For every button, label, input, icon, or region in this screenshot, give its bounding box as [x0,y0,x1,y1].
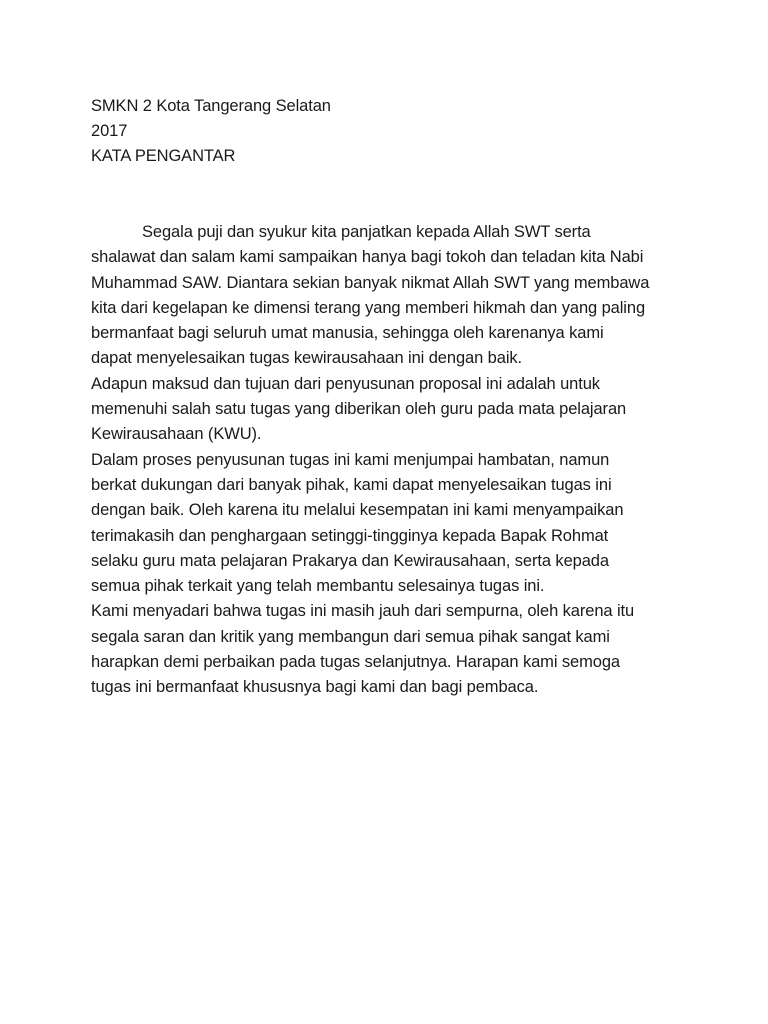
body-line: terimakasih dan penghargaan setinggi-tingginya kepada Bapak Rohmat [91,526,609,545]
body-line: tugas ini bermanfaat khususnya bagi kami dan bagi pembaca. [91,678,539,697]
document-header [91,94,331,169]
body-line: Dalam proses penyusunan tugas ini kami menjumpai hambatan, namun [91,450,610,469]
body-line: Kewirausahaan (KWU). [91,425,262,444]
body-line: memenuhi salah satu tugas yang diberikan oleh guru pada mata pelajaran [91,400,627,419]
body-line: harapkan demi perbaikan pada tugas selanjutnya. Harapan kami semoga [91,653,620,672]
body-line: Muhammad SAW. Diantara sekian banyak nikmat Allah SWT yang membawa [91,273,650,292]
document-title: KATA PENGANTAR [91,147,236,165]
body-line: segala saran dan kritik yang membangun dari semua pihak sangat kami [91,627,610,646]
school-name: SMKN 2 Kota Tangerang Selatan [91,97,331,115]
body-line: dengan baik. Oleh karena itu melalui kesempatan ini kami menyampaikan [91,501,624,520]
body-line: selaku guru mata pelajaran Prakarya dan Kewirausahaan, serta kepada [91,551,609,570]
document-year: 2017 [91,122,128,140]
body-line: Kami menyadari bahwa tugas ini masih jauh dari sempurna, oleh karena itu [91,602,635,621]
document-body [91,220,649,701]
body-line: dapat menyelesaikan tugas kewirausahaan ini dengan baik. [91,349,523,368]
body-line: shalawat dan salam kami sampaikan hanya bagi tokoh dan teladan kita Nabi [91,248,644,267]
body-line: bermanfaat bagi seluruh umat manusia, sehingga oleh karenanya kami [91,324,604,343]
body-line: Adapun maksud dan tujuan dari penyusunan proposal ini adalah untuk [91,374,600,393]
body-line: berkat dukungan dari banyak pihak, kami dapat menyelesaikan tugas ini [91,475,612,494]
body-line: semua pihak terkait yang telah membantu selesainya tugas ini. [91,577,545,596]
body-line: kita dari kegelapan ke dimensi terang yang memberi hikmah dan yang paling [91,298,646,317]
body-line: Segala puji dan syukur kita panjatkan kepada Allah SWT serta [142,223,591,241]
